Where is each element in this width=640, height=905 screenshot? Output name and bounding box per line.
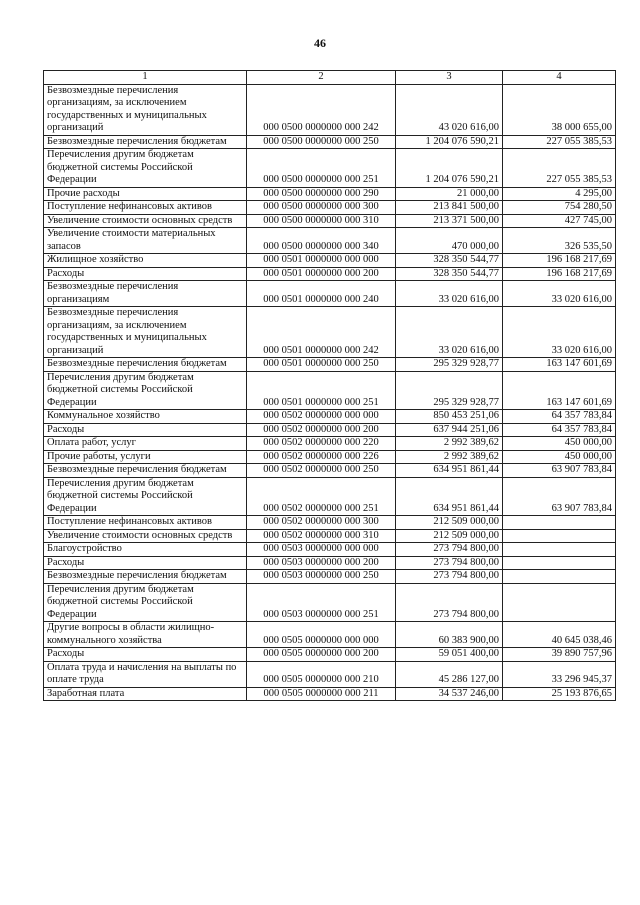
row-plan-cell: 273 794 800,00 <box>396 570 503 584</box>
row-plan-cell: 273 794 800,00 <box>396 543 503 557</box>
row-plan-cell: 328 350 544,77 <box>396 267 503 281</box>
row-code-cell: 000 0505 0000000 000 211 <box>247 687 396 701</box>
table-row <box>44 201 616 215</box>
row-exec-cell <box>503 556 616 570</box>
row-code-cell: 000 0502 0000000 000 220 <box>247 437 396 451</box>
row-plan-cell: 2 992 389,62 <box>396 450 503 464</box>
table-row <box>44 661 616 687</box>
row-code-cell: 000 0501 0000000 000 242 <box>247 307 396 358</box>
table-row <box>44 410 616 424</box>
row-exec-cell: 163 147 601,69 <box>503 358 616 372</box>
row-name-cell: Увеличение стоимости материальных запасов <box>44 228 247 254</box>
table-row <box>44 529 616 543</box>
row-exec-cell: 64 357 783,84 <box>503 423 616 437</box>
row-name-cell: Расходы <box>44 423 247 437</box>
table-row <box>44 687 616 701</box>
row-plan-cell: 273 794 800,00 <box>396 556 503 570</box>
row-exec-cell: 63 907 783,84 <box>503 464 616 478</box>
row-exec-cell: 64 357 783,84 <box>503 410 616 424</box>
row-name-cell: Прочие расходы <box>44 187 247 201</box>
row-code-cell: 000 0502 0000000 000 250 <box>247 464 396 478</box>
row-exec-cell: 450 000,00 <box>503 437 616 451</box>
table-row <box>44 228 616 254</box>
row-plan-cell: 60 383 900,00 <box>396 622 503 648</box>
row-exec-cell: 63 907 783,84 <box>503 477 616 516</box>
table-row <box>44 437 616 451</box>
row-code-cell: 000 0503 0000000 000 251 <box>247 583 396 622</box>
budget-table <box>43 70 616 701</box>
row-name-cell: Оплата труда и начисления на выплаты по оплате труда <box>44 661 247 687</box>
row-name-cell: Расходы <box>44 648 247 662</box>
row-exec-cell <box>503 570 616 584</box>
row-name-cell: Поступление нефинансовых активов <box>44 201 247 215</box>
row-code-cell: 000 0501 0000000 000 240 <box>247 281 396 307</box>
table-row <box>44 149 616 188</box>
column-header: 3 <box>396 71 503 85</box>
row-code-cell: 000 0500 0000000 000 300 <box>247 201 396 215</box>
row-plan-cell: 33 020 616,00 <box>396 281 503 307</box>
row-plan-cell: 634 951 861,44 <box>396 477 503 516</box>
row-plan-cell: 59 051 400,00 <box>396 648 503 662</box>
page-number: 46 <box>314 36 326 50</box>
row-code-cell: 000 0503 0000000 000 200 <box>247 556 396 570</box>
table-row <box>44 570 616 584</box>
row-exec-cell: 196 168 217,69 <box>503 267 616 281</box>
row-code-cell: 000 0500 0000000 000 310 <box>247 214 396 228</box>
row-plan-cell: 295 329 928,77 <box>396 358 503 372</box>
row-code-cell: 000 0500 0000000 000 251 <box>247 149 396 188</box>
row-code-cell: 000 0505 0000000 000 200 <box>247 648 396 662</box>
row-plan-cell: 470 000,00 <box>396 228 503 254</box>
table-row <box>44 187 616 201</box>
row-code-cell: 000 0502 0000000 000 300 <box>247 516 396 530</box>
row-plan-cell: 2 992 389,62 <box>396 437 503 451</box>
table-row <box>44 477 616 516</box>
row-name-cell: Перечисления другим бюджетам бюджетной системы Российской Федерации <box>44 583 247 622</box>
row-plan-cell: 634 951 861,44 <box>396 464 503 478</box>
column-header: 1 <box>44 71 247 85</box>
row-plan-cell: 295 329 928,77 <box>396 371 503 410</box>
row-exec-cell: 33 020 616,00 <box>503 281 616 307</box>
table-row <box>44 648 616 662</box>
row-exec-cell: 33 296 945,37 <box>503 661 616 687</box>
row-code-cell: 000 0505 0000000 000 000 <box>247 622 396 648</box>
row-plan-cell: 213 371 500,00 <box>396 214 503 228</box>
row-code-cell: 000 0502 0000000 000 226 <box>247 450 396 464</box>
row-code-cell: 000 0501 0000000 000 000 <box>247 254 396 268</box>
row-plan-cell: 273 794 800,00 <box>396 583 503 622</box>
table-row <box>44 358 616 372</box>
table-row <box>44 267 616 281</box>
table-row <box>44 254 616 268</box>
table-row <box>44 307 616 358</box>
row-code-cell: 000 0500 0000000 000 340 <box>247 228 396 254</box>
row-name-cell: Безвозмездные перечисления организациям, за исключением государственных и муниципальных организаций <box>44 307 247 358</box>
row-name-cell: Прочие работы, услуги <box>44 450 247 464</box>
row-name-cell: Безвозмездные перечисления бюджетам <box>44 358 247 372</box>
row-code-cell: 000 0502 0000000 000 000 <box>247 410 396 424</box>
table-row <box>44 423 616 437</box>
row-code-cell: 000 0502 0000000 000 251 <box>247 477 396 516</box>
table-row <box>44 583 616 622</box>
row-name-cell: Другие вопросы в области жилищно-коммунального хозяйства <box>44 622 247 648</box>
row-code-cell: 000 0501 0000000 000 200 <box>247 267 396 281</box>
row-plan-cell: 43 020 616,00 <box>396 84 503 135</box>
row-exec-cell: 227 055 385,53 <box>503 149 616 188</box>
row-name-cell: Перечисления другим бюджетам бюджетной системы Российской Федерации <box>44 477 247 516</box>
row-name-cell: Безвозмездные перечисления организациям <box>44 281 247 307</box>
row-plan-cell: 21 000,00 <box>396 187 503 201</box>
table-row <box>44 84 616 135</box>
table-row <box>44 556 616 570</box>
row-exec-cell: 450 000,00 <box>503 450 616 464</box>
row-code-cell: 000 0501 0000000 000 250 <box>247 358 396 372</box>
row-name-cell: Расходы <box>44 556 247 570</box>
row-exec-cell: 196 168 217,69 <box>503 254 616 268</box>
row-name-cell: Расходы <box>44 267 247 281</box>
table-row <box>44 214 616 228</box>
row-exec-cell <box>503 516 616 530</box>
row-code-cell: 000 0505 0000000 000 210 <box>247 661 396 687</box>
column-header: 4 <box>503 71 616 85</box>
row-exec-cell: 163 147 601,69 <box>503 371 616 410</box>
row-name-cell: Перечисления другим бюджетам бюджетной системы Российской Федерации <box>44 371 247 410</box>
row-plan-cell: 328 350 544,77 <box>396 254 503 268</box>
row-name-cell: Коммунальное хозяйство <box>44 410 247 424</box>
row-code-cell: 000 0503 0000000 000 000 <box>247 543 396 557</box>
table-row <box>44 464 616 478</box>
row-code-cell: 000 0503 0000000 000 250 <box>247 570 396 584</box>
row-exec-cell: 4 295,00 <box>503 187 616 201</box>
row-exec-cell: 754 280,50 <box>503 201 616 215</box>
table-row <box>44 622 616 648</box>
table-row <box>44 371 616 410</box>
row-plan-cell: 637 944 251,06 <box>396 423 503 437</box>
row-exec-cell: 427 745,00 <box>503 214 616 228</box>
row-code-cell: 000 0500 0000000 000 250 <box>247 135 396 149</box>
row-exec-cell <box>503 543 616 557</box>
row-plan-cell: 1 204 076 590,21 <box>396 135 503 149</box>
row-name-cell: Благоустройство <box>44 543 247 557</box>
row-name-cell: Жилищное хозяйство <box>44 254 247 268</box>
table-header-row <box>44 71 616 85</box>
row-exec-cell: 25 193 876,65 <box>503 687 616 701</box>
row-code-cell: 000 0500 0000000 000 290 <box>247 187 396 201</box>
row-plan-cell: 212 509 000,00 <box>396 529 503 543</box>
row-name-cell: Безвозмездные перечисления бюджетам <box>44 570 247 584</box>
row-code-cell: 000 0500 0000000 000 242 <box>247 84 396 135</box>
row-exec-cell: 33 020 616,00 <box>503 307 616 358</box>
row-exec-cell: 39 890 757,96 <box>503 648 616 662</box>
table-row <box>44 543 616 557</box>
row-exec-cell: 227 055 385,53 <box>503 135 616 149</box>
row-name-cell: Безвозмездные перечисления бюджетам <box>44 464 247 478</box>
table-row <box>44 281 616 307</box>
row-name-cell: Поступление нефинансовых активов <box>44 516 247 530</box>
row-exec-cell: 38 000 655,00 <box>503 84 616 135</box>
table-row <box>44 450 616 464</box>
row-code-cell: 000 0501 0000000 000 251 <box>247 371 396 410</box>
row-plan-cell: 213 841 500,00 <box>396 201 503 215</box>
row-name-cell: Увеличение стоимости основных средств <box>44 529 247 543</box>
row-exec-cell: 40 645 038,46 <box>503 622 616 648</box>
row-exec-cell <box>503 529 616 543</box>
row-plan-cell: 1 204 076 590,21 <box>396 149 503 188</box>
row-exec-cell: 326 535,50 <box>503 228 616 254</box>
row-name-cell: Оплата работ, услуг <box>44 437 247 451</box>
table-row <box>44 516 616 530</box>
row-name-cell: Безвозмездные перечисления организациям, за исключением государственных и муниципальных организаций <box>44 84 247 135</box>
row-name-cell: Перечисления другим бюджетам бюджетной системы Российской Федерации <box>44 149 247 188</box>
row-plan-cell: 34 537 246,00 <box>396 687 503 701</box>
row-plan-cell: 212 509 000,00 <box>396 516 503 530</box>
row-plan-cell: 850 453 251,06 <box>396 410 503 424</box>
column-header: 2 <box>247 71 396 85</box>
row-name-cell: Безвозмездные перечисления бюджетам <box>44 135 247 149</box>
row-name-cell: Увеличение стоимости основных средств <box>44 214 247 228</box>
row-exec-cell <box>503 583 616 622</box>
row-code-cell: 000 0502 0000000 000 310 <box>247 529 396 543</box>
table-row <box>44 135 616 149</box>
row-name-cell: Заработная плата <box>44 687 247 701</box>
row-plan-cell: 45 286 127,00 <box>396 661 503 687</box>
row-plan-cell: 33 020 616,00 <box>396 307 503 358</box>
row-code-cell: 000 0502 0000000 000 200 <box>247 423 396 437</box>
